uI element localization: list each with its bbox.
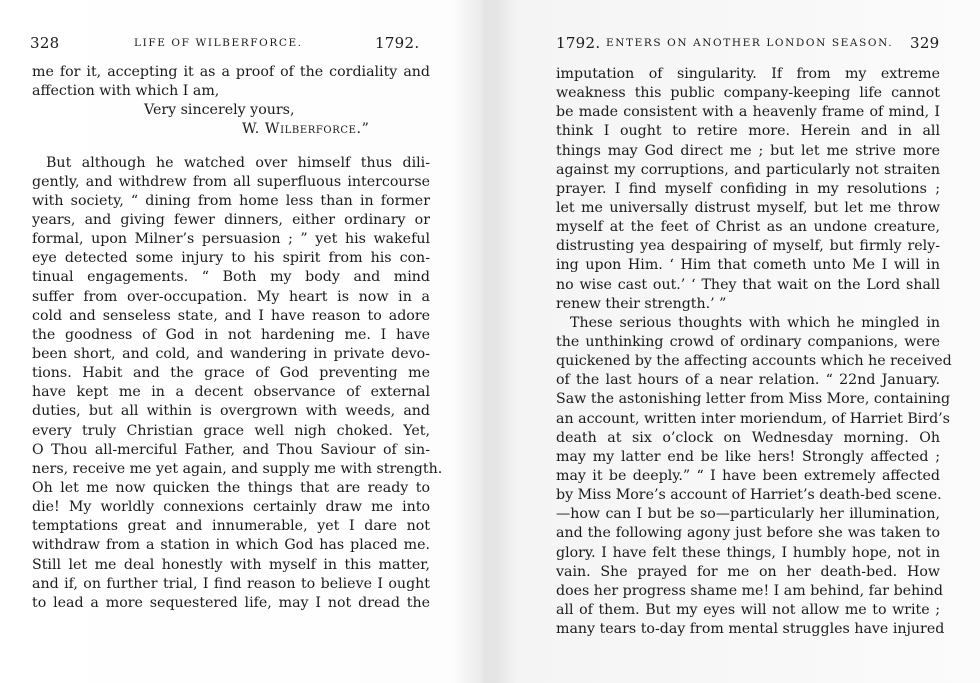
text-line: ing upon Him. ‘ Him that cometh unto Me I will in — [556, 257, 940, 274]
right-page-header — [490, 34, 980, 54]
right-running-head: ENTERS ON ANOTHER LONDON SEASON. — [606, 37, 894, 49]
paragraph-gap — [32, 140, 430, 154]
text-line: been short, and cold, and wandering in private devo- — [32, 345, 430, 362]
text-line: cold and senseless state, and I have reason to adore — [32, 307, 430, 324]
text-line: me for it, accepting it as a proof of the cordiality and — [32, 64, 430, 80]
left-running-head: LIFE OF WILBERFORCE. — [134, 37, 303, 49]
text-line: temptations great and innumerable, yet I dare not — [32, 518, 430, 535]
text-line: renew their strength.’ ” — [556, 295, 727, 312]
text-line: imputation of singularity. If from my extreme — [556, 66, 940, 82]
text-line: Oh let me now quicken the things that are ready to — [32, 479, 430, 496]
text-line: quickened by the affecting accounts which he received — [556, 353, 952, 370]
signature-line: W. Wilberforce.” — [242, 121, 370, 138]
left-page-header — [0, 34, 490, 54]
text-line: think I ought to retire more. Herein and in all — [556, 123, 940, 140]
left-page-number: 328 — [30, 34, 60, 52]
text-line: prayer. I find myself confiding in my resolutions ; — [556, 180, 940, 197]
text-line: eye detected some injury to his spirit from his con- — [32, 250, 430, 267]
left-page-text — [32, 63, 443, 613]
text-line: ners, receive me yet again, and supply me with strength. — [32, 460, 443, 477]
text-line: gently, and withdrew from all superfluous intercourse — [32, 173, 430, 190]
text-line: of the last hours of a near relation. “ 22nd January. — [556, 372, 940, 389]
text-line: the goodness of God in not hardening me. I have — [32, 326, 430, 343]
text-line: vain. She prayed for me on her death-bed. How — [556, 563, 940, 580]
text-line: These serious thoughts with which he mingled in — [570, 314, 940, 331]
text-line: tions. Habit and the grace of God preventing me — [32, 365, 430, 382]
text-line: Saw the astonishing letter from Miss More, containing — [556, 391, 951, 408]
text-line: O Thou all-merciful Father, and Thou Saviour of sin- — [32, 441, 430, 458]
closing-line: Very sincerely yours, — [144, 102, 295, 119]
text-line: does her progress shame me! I am behind, far behind — [556, 582, 943, 599]
text-line: duties, but all within is overgrown with weeds, and — [32, 403, 430, 420]
text-line: the unthinking crowd of ordinary companions, were — [556, 333, 940, 350]
text-line: years, and giving fewer dinners, either ordinary or — [32, 211, 430, 228]
text-line: against my corruptions, and particularly not straiten — [556, 161, 940, 178]
text-line: by Miss More’s account of Harriet’s death-bed scene. — [556, 487, 942, 504]
text-line: things may God direct me ; but let me strive more — [556, 142, 940, 159]
text-line: affection with which I am, — [32, 83, 220, 100]
text-line: weakness this public company-keeping life cannot — [556, 85, 940, 102]
text-line: all of them. But my eyes will not allow me to write ; — [556, 601, 940, 618]
text-line: many tears to-day from mental struggles have injured — [556, 621, 945, 638]
text-line: let me universally distrust myself, but let me throw — [556, 199, 940, 216]
right-page — [490, 0, 980, 683]
text-line: die! My worldly connexions certainly draw me into — [32, 499, 430, 516]
text-line: no wise cast out.’ ‘ They that wait on the Lord shall — [556, 276, 940, 293]
text-line: Still let me deal honestly with myself in this matter, — [32, 556, 430, 573]
text-line: suffer from over-occupation. My heart is now in a — [32, 288, 430, 305]
text-line: every truly Christian grace well nigh choked. Yet, — [32, 422, 430, 439]
left-header-year: 1792. — [375, 34, 420, 52]
text-line: death at six o’clock on Wednesday morning. Oh — [556, 429, 940, 446]
text-line: distrusting yea despairing of myself, but firmly rely- — [556, 238, 940, 255]
text-line: have kept me in a decent observance of external — [32, 384, 430, 401]
text-line: and if, on further trial, I find reason to believe I ought — [32, 575, 430, 592]
text-line: tinual engagements. “ Both my body and mind — [32, 269, 430, 286]
right-header-year: 1792. — [556, 34, 601, 52]
text-line: formal, upon Milner’s persuasion ; ” yet his wakeful — [32, 231, 430, 248]
text-line: may it be deeply.” “ I have been extremely affected — [556, 467, 940, 484]
right-page-number: 329 — [910, 34, 940, 52]
text-line: But although he watched over himself thus dili- — [46, 154, 430, 171]
right-page-text — [556, 65, 952, 639]
text-line: with society, “ dining from home less than in former — [32, 192, 430, 209]
text-line: glory. I have felt these things, I humbly hope, not in — [556, 544, 940, 561]
text-line: may my latter end be like hers! Strongly affected ; — [556, 448, 940, 465]
text-line: and the following agony just before she was taken to — [556, 525, 940, 542]
text-line: withdraw from a station in which God has placed me. — [32, 537, 430, 554]
text-line: be made consistent with a heavenly frame of mind, I — [556, 104, 940, 121]
text-line: to lead a more sequestered life, may I not dread the — [32, 594, 430, 611]
text-line: myself at the feet of Christ as an undone creature, — [556, 219, 940, 236]
text-line: —how can I but be so—particularly her illumination, — [556, 506, 940, 523]
text-line: an account, written inter moriendum, of Harriet Bird’s — [556, 410, 950, 427]
